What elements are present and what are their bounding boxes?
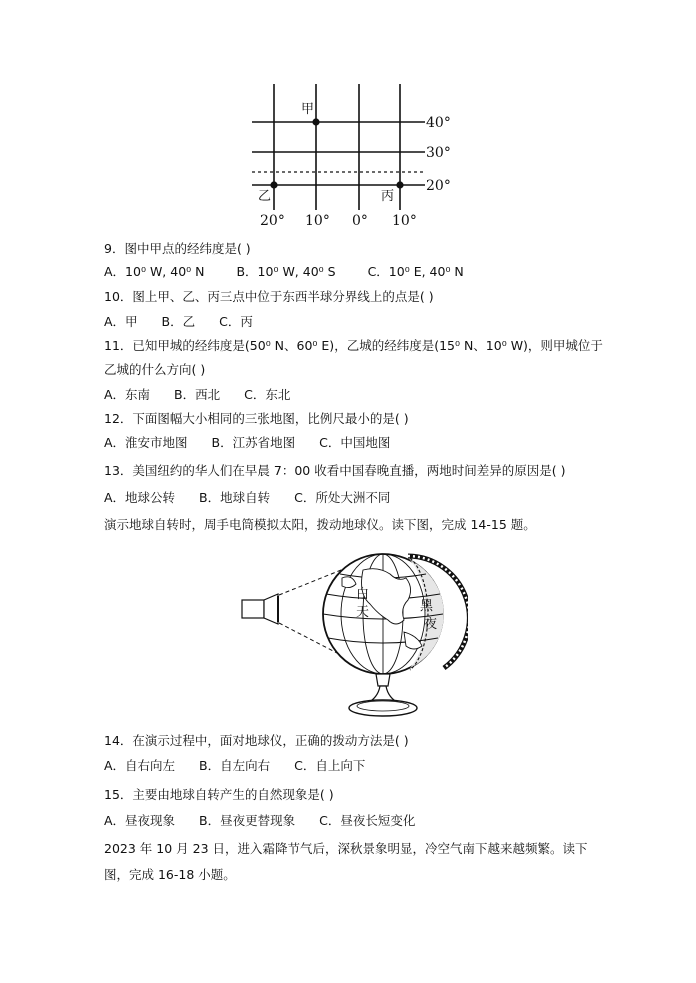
option-c: C．东北 xyxy=(244,387,291,402)
label-night-1: 黑 xyxy=(420,599,434,614)
option-b: B．地球自转 xyxy=(199,490,271,505)
option-c: C．丙 xyxy=(219,314,253,329)
question-15-stem: 15．主要由地球自转产生的自然现象是( ) xyxy=(104,787,334,802)
question-9-options xyxy=(104,263,660,281)
question-13-stem: 13．美国纽约的华人们在早晨 7：00 收看中国春晚直播，两地时间差异的原因是( ) xyxy=(104,463,566,478)
question-11-stem-line2: 乙城的什么方向( ) xyxy=(104,362,206,377)
label-lon-20: 20° xyxy=(260,213,285,229)
label-bing: 丙 xyxy=(381,189,395,204)
question-12-options xyxy=(104,434,660,452)
label-day-1: 白 xyxy=(356,587,370,602)
label-jia: 甲 xyxy=(301,102,315,117)
label-day-2: 天 xyxy=(356,605,370,620)
question-14-stem: 14．在演示过程中，面对地球仪，正确的拨动方法是( ) xyxy=(104,733,409,748)
label-yi: 乙 xyxy=(258,189,272,204)
point-bing xyxy=(396,181,403,188)
label-lon-10e: 10° xyxy=(392,213,417,229)
option-b: B．江苏省地图 xyxy=(211,435,296,450)
label-lat20: 20° xyxy=(426,178,451,194)
option-c: C．所处大洲不同 xyxy=(294,490,391,505)
label-night-2: 夜 xyxy=(424,617,438,632)
label-lon-0: 0° xyxy=(352,213,368,229)
label-lat30: 30° xyxy=(426,145,451,161)
question-14-options xyxy=(104,757,660,775)
point-jia xyxy=(312,118,319,125)
question-11-stem-line1: 11．已知甲城的经纬度是(50⁰ N、60⁰ E)，乙城的经纬度是(15⁰ N、10⁰ W)，则甲城位于 xyxy=(104,338,603,353)
option-a: A．10⁰ W, 40⁰ N xyxy=(104,264,205,279)
flashlight-icon xyxy=(242,600,264,618)
question-10-options xyxy=(104,313,660,331)
globe-stand-neck xyxy=(376,674,390,686)
intro-14-15: 演示地球自转时，周手电筒模拟太阳，拨动地球仪。读下图，完成 14-15 题。 xyxy=(104,517,536,532)
option-a: A．昼夜现象 xyxy=(104,813,176,828)
question-11-options xyxy=(104,386,660,404)
question-13-options xyxy=(104,489,660,507)
lat-lon-grid-figure xyxy=(240,82,460,232)
option-a: A．地球公转 xyxy=(104,490,176,505)
option-c: C．中国地图 xyxy=(319,435,391,450)
label-lon-10w: 10° xyxy=(305,213,330,229)
option-a: A．淮安市地图 xyxy=(104,435,188,450)
option-c: C．10⁰ E, 40⁰ N xyxy=(367,264,464,279)
question-9-stem: 9．图中甲点的经纬度是( ) xyxy=(104,241,251,256)
lat-lon-grid-svg xyxy=(240,82,460,232)
question-15-options xyxy=(104,812,660,830)
question-12-stem: 12．下面图幅大小相同的三张地图，比例尺最小的是( ) xyxy=(104,411,409,426)
option-b: B．10⁰ W, 40⁰ S xyxy=(236,264,336,279)
option-c: C．昼夜长短变化 xyxy=(319,813,416,828)
option-c: C．自上向下 xyxy=(294,758,366,773)
option-a: A．甲 xyxy=(104,314,138,329)
intro-16-18-line2: 图，完成 16-18 小题。 xyxy=(104,867,236,882)
globe-svg xyxy=(238,548,468,720)
option-b: B．西北 xyxy=(174,387,221,402)
option-a: A．自右向左 xyxy=(104,758,176,773)
flashlight-head xyxy=(264,594,278,624)
label-lat40: 40° xyxy=(426,115,451,131)
option-b: B．乙 xyxy=(161,314,196,329)
globe-figure xyxy=(238,548,468,720)
point-yi xyxy=(270,181,277,188)
option-b: B．自左向右 xyxy=(199,758,271,773)
option-a: A．东南 xyxy=(104,387,151,402)
intro-16-18-line1: 2023 年 10 月 23 日，进入霜降节气后，深秋景象明显，冷空气南下越来越频繁。读下 xyxy=(104,841,588,856)
question-10-stem: 10．图上甲、乙、丙三点中位于东西半球分界线上的点是( ) xyxy=(104,289,434,304)
option-b: B．昼夜更替现象 xyxy=(199,813,296,828)
